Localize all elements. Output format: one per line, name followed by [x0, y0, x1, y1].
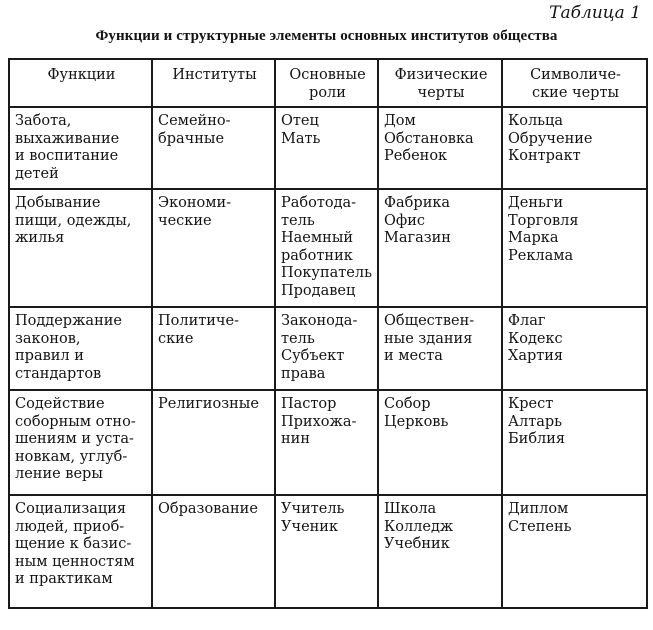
cell-physical: Школа Колледж Учебник — [378, 495, 502, 608]
cell-institution: Религиозные — [152, 390, 275, 495]
table-caption: Таблица 1 — [549, 3, 641, 23]
table-row — [9, 495, 647, 608]
cell-institution: Политиче- ские — [152, 307, 275, 390]
cell-function: Содействие соборным отно- шениям и уста- новкам, углуб- ление веры — [9, 390, 152, 495]
header-functions: Функции — [9, 59, 152, 107]
table-row — [9, 307, 647, 390]
cell-symbolic: Кольца Обручение Контракт — [502, 107, 647, 189]
cell-physical: Фабрика Офис Магазин — [378, 189, 502, 307]
table-title: Функции и структурные элементы основных институтов общества — [95, 28, 558, 44]
header-row — [9, 59, 647, 107]
header-main-roles: Основные роли — [275, 59, 378, 107]
header-symbolic-traits: Символиче- ские черты — [502, 59, 647, 107]
cell-symbolic: Диплом Степень — [502, 495, 647, 608]
cell-institution: Образование — [152, 495, 275, 608]
cell-symbolic: Деньги Торговля Марка Реклама — [502, 189, 647, 307]
table-row — [9, 107, 647, 189]
header-physical-traits: Физические черты — [378, 59, 502, 107]
institutions-table — [8, 58, 648, 609]
cell-function: Добывание пищи, одежды, жилья — [9, 189, 152, 307]
header-institutions: Институты — [152, 59, 275, 107]
table-row — [9, 390, 647, 495]
cell-roles: Пастор Прихожа- нин — [275, 390, 378, 495]
cell-function: Социализация людей, приоб- щение к базис- ным ценностям и практикам — [9, 495, 152, 608]
table-row — [9, 189, 647, 307]
cell-roles: Законода- тель Субъект права — [275, 307, 378, 390]
cell-physical: Обществен- ные здания и места — [378, 307, 502, 390]
cell-roles: Отец Мать — [275, 107, 378, 189]
cell-roles: Учитель Ученик — [275, 495, 378, 608]
cell-physical: Собор Церковь — [378, 390, 502, 495]
cell-symbolic: Флаг Кодекс Хартия — [502, 307, 647, 390]
cell-roles: Работода- тель Наемный работник Покупатель Продавец — [275, 189, 378, 307]
cell-function: Поддержание законов, правил и стандартов — [9, 307, 152, 390]
cell-physical: Дом Обстановка Ребенок — [378, 107, 502, 189]
cell-symbolic: Крест Алтарь Библия — [502, 390, 647, 495]
cell-institution: Семейно- брачные — [152, 107, 275, 189]
cell-function: Забота, выхаживание и воспитание детей — [9, 107, 152, 189]
cell-institution: Экономи- ческие — [152, 189, 275, 307]
